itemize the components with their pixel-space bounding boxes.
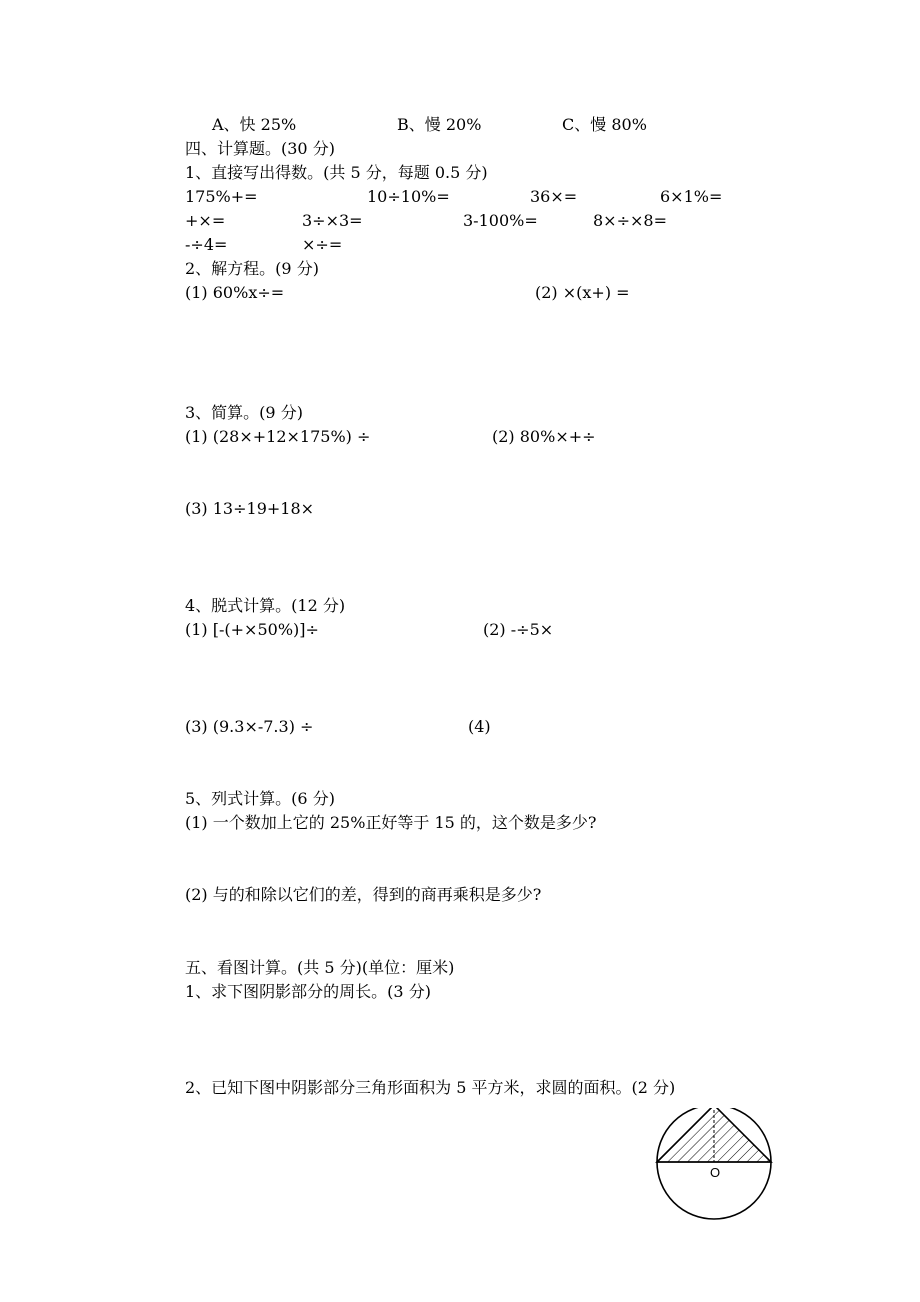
q2-title: 2、解方程。(9 分) bbox=[185, 259, 319, 278]
q3-part-2: (2) 80%×+÷ bbox=[492, 427, 596, 446]
section-4-title: 四、计算题。(30 分) bbox=[185, 139, 335, 158]
q1-item: ×÷= bbox=[302, 235, 343, 254]
s5-q1: 1、求下图阴影部分的周长。(3 分) bbox=[185, 982, 431, 1001]
q2-part-2: (2) ×(x+) = bbox=[535, 283, 630, 302]
q3-title: 3、简算。(9 分) bbox=[185, 403, 303, 422]
q1-item: -÷4= bbox=[185, 235, 228, 254]
q1-item: 6×1%= bbox=[660, 187, 723, 206]
q5-part-2: (2) 与的和除以它们的差，得到的商再乘积是多少? bbox=[185, 885, 542, 904]
q2-part-1: (1) 60%x÷= bbox=[185, 283, 285, 302]
s5-q2: 2、已知下图中阴影部分三角形面积为 5 平方米，求圆的面积。(2 分) bbox=[185, 1078, 676, 1097]
q1-item: 10÷10%= bbox=[367, 187, 450, 206]
center-label: O bbox=[710, 1165, 721, 1180]
q4-part-1: (1) [-(+×50%)]÷ bbox=[185, 620, 319, 639]
q3-part-1: (1) (28×+12×175%) ÷ bbox=[185, 427, 371, 446]
q4-part-4: (4) bbox=[468, 717, 491, 736]
choice-a: A、快 25% bbox=[212, 115, 297, 134]
q4-title: 4、脱式计算。(12 分) bbox=[185, 596, 346, 615]
choice-c: C、慢 80% bbox=[562, 115, 647, 134]
q1-title: 1、直接写出得数。(共 5 分，每题 0.5 分) bbox=[185, 163, 488, 182]
q3-part-3: (3) 13÷19+18× bbox=[185, 499, 315, 518]
section-5-title: 五、看图计算。(共 5 分)(单位：厘米) bbox=[185, 958, 455, 977]
q1-item: 175%+= bbox=[185, 187, 258, 206]
q1-item: +×= bbox=[185, 211, 226, 230]
q1-item: 3÷×3= bbox=[302, 211, 363, 230]
q4-part-2: (2) -÷5× bbox=[483, 620, 554, 639]
q1-item: 36×= bbox=[530, 187, 578, 206]
q1-item: 8×÷×8= bbox=[593, 211, 667, 230]
choice-b: B、慢 20% bbox=[397, 115, 482, 134]
circle-triangle-figure bbox=[652, 1108, 776, 1224]
q4-part-3: (3) (9.3×-7.3) ÷ bbox=[185, 717, 314, 736]
q5-part-1: (1) 一个数加上它的 25%正好等于 15 的，这个数是多少? bbox=[185, 813, 597, 832]
q5-title: 5、列式计算。(6 分) bbox=[185, 789, 335, 808]
q1-item: 3-100%= bbox=[463, 211, 538, 230]
